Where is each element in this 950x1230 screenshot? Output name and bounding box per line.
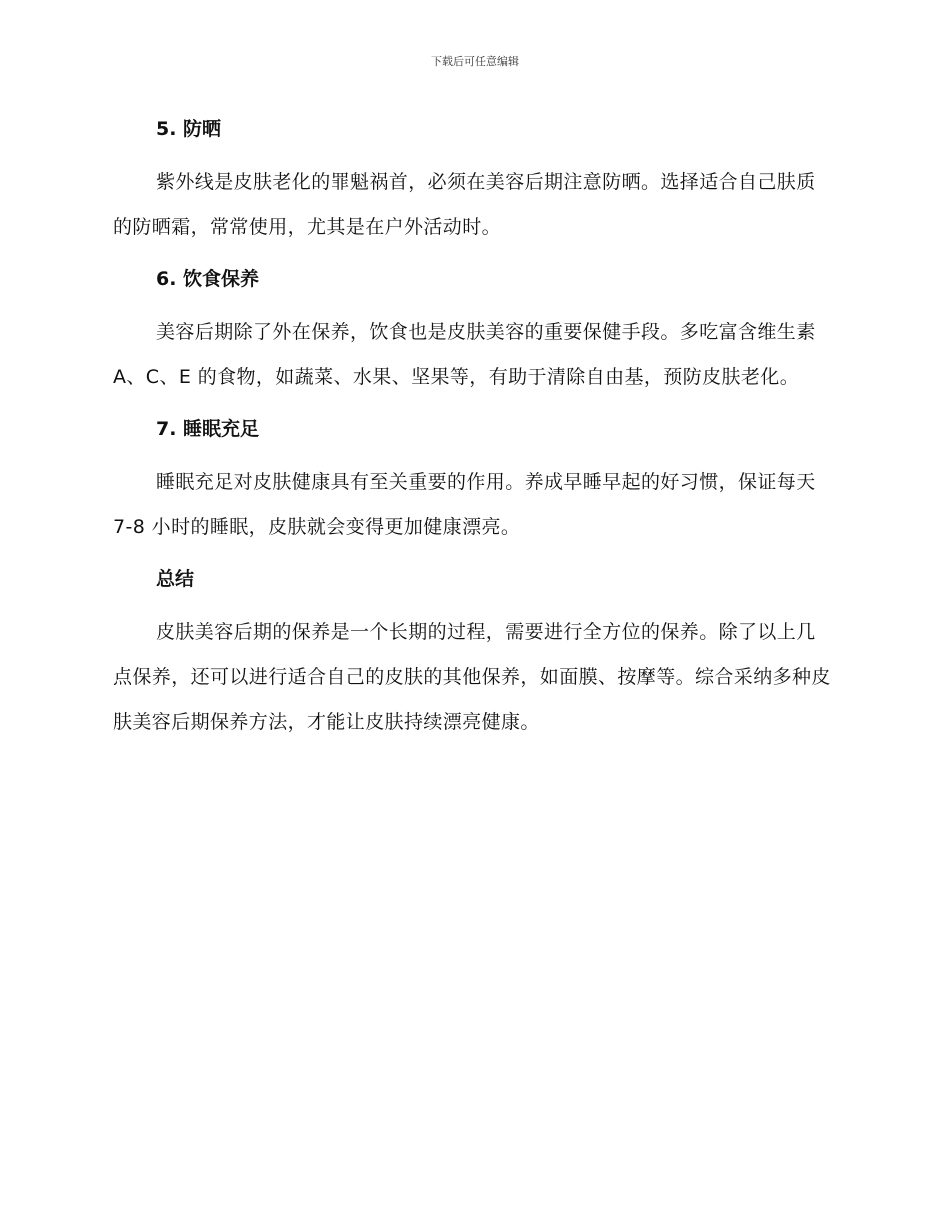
section-paragraph: 紫外线是皮肤老化的罪魁祸首，必须在美容后期注意防晒。选择适合自己肤质的防晒霜，常常使用，尤其是在户外活动时。 <box>113 171 816 238</box>
section-paragraph: 美容后期除了外在保养，饮食也是皮肤美容的重要保健手段。多吃富含维生素 A、C、E 的食物，如蔬菜、水果、坚果等，有助于清除自由基，预防皮肤老化。 <box>113 321 816 388</box>
page-header: 下载后可任意编辑 <box>431 55 519 68</box>
document-body <box>113 112 833 757</box>
section-heading: 5. 防晒 <box>156 118 222 140</box>
section-sleep <box>113 412 833 550</box>
section-summary <box>113 562 833 745</box>
section-heading: 7. 睡眠充足 <box>156 418 260 440</box>
section-paragraph: 皮肤美容后期的保养是一个长期的过程，需要进行全方位的保养。除了以上几点保养，还可以进行适合自己的皮肤的其他保养，如面膜、按摩等。综合采纳多种皮肤美容后期保养方法，才能让皮肤持续漂亮健康。 <box>113 621 831 733</box>
section-diet <box>113 262 833 400</box>
section-sunscreen <box>113 112 833 250</box>
section-heading: 6. 饮食保养 <box>156 268 260 290</box>
section-paragraph: 睡眠充足对皮肤健康具有至关重要的作用。养成早睡早起的好习惯，保证每天 7-8 小时的睡眠，皮肤就会变得更加健康漂亮。 <box>113 471 816 538</box>
section-heading: 总结 <box>156 568 195 590</box>
